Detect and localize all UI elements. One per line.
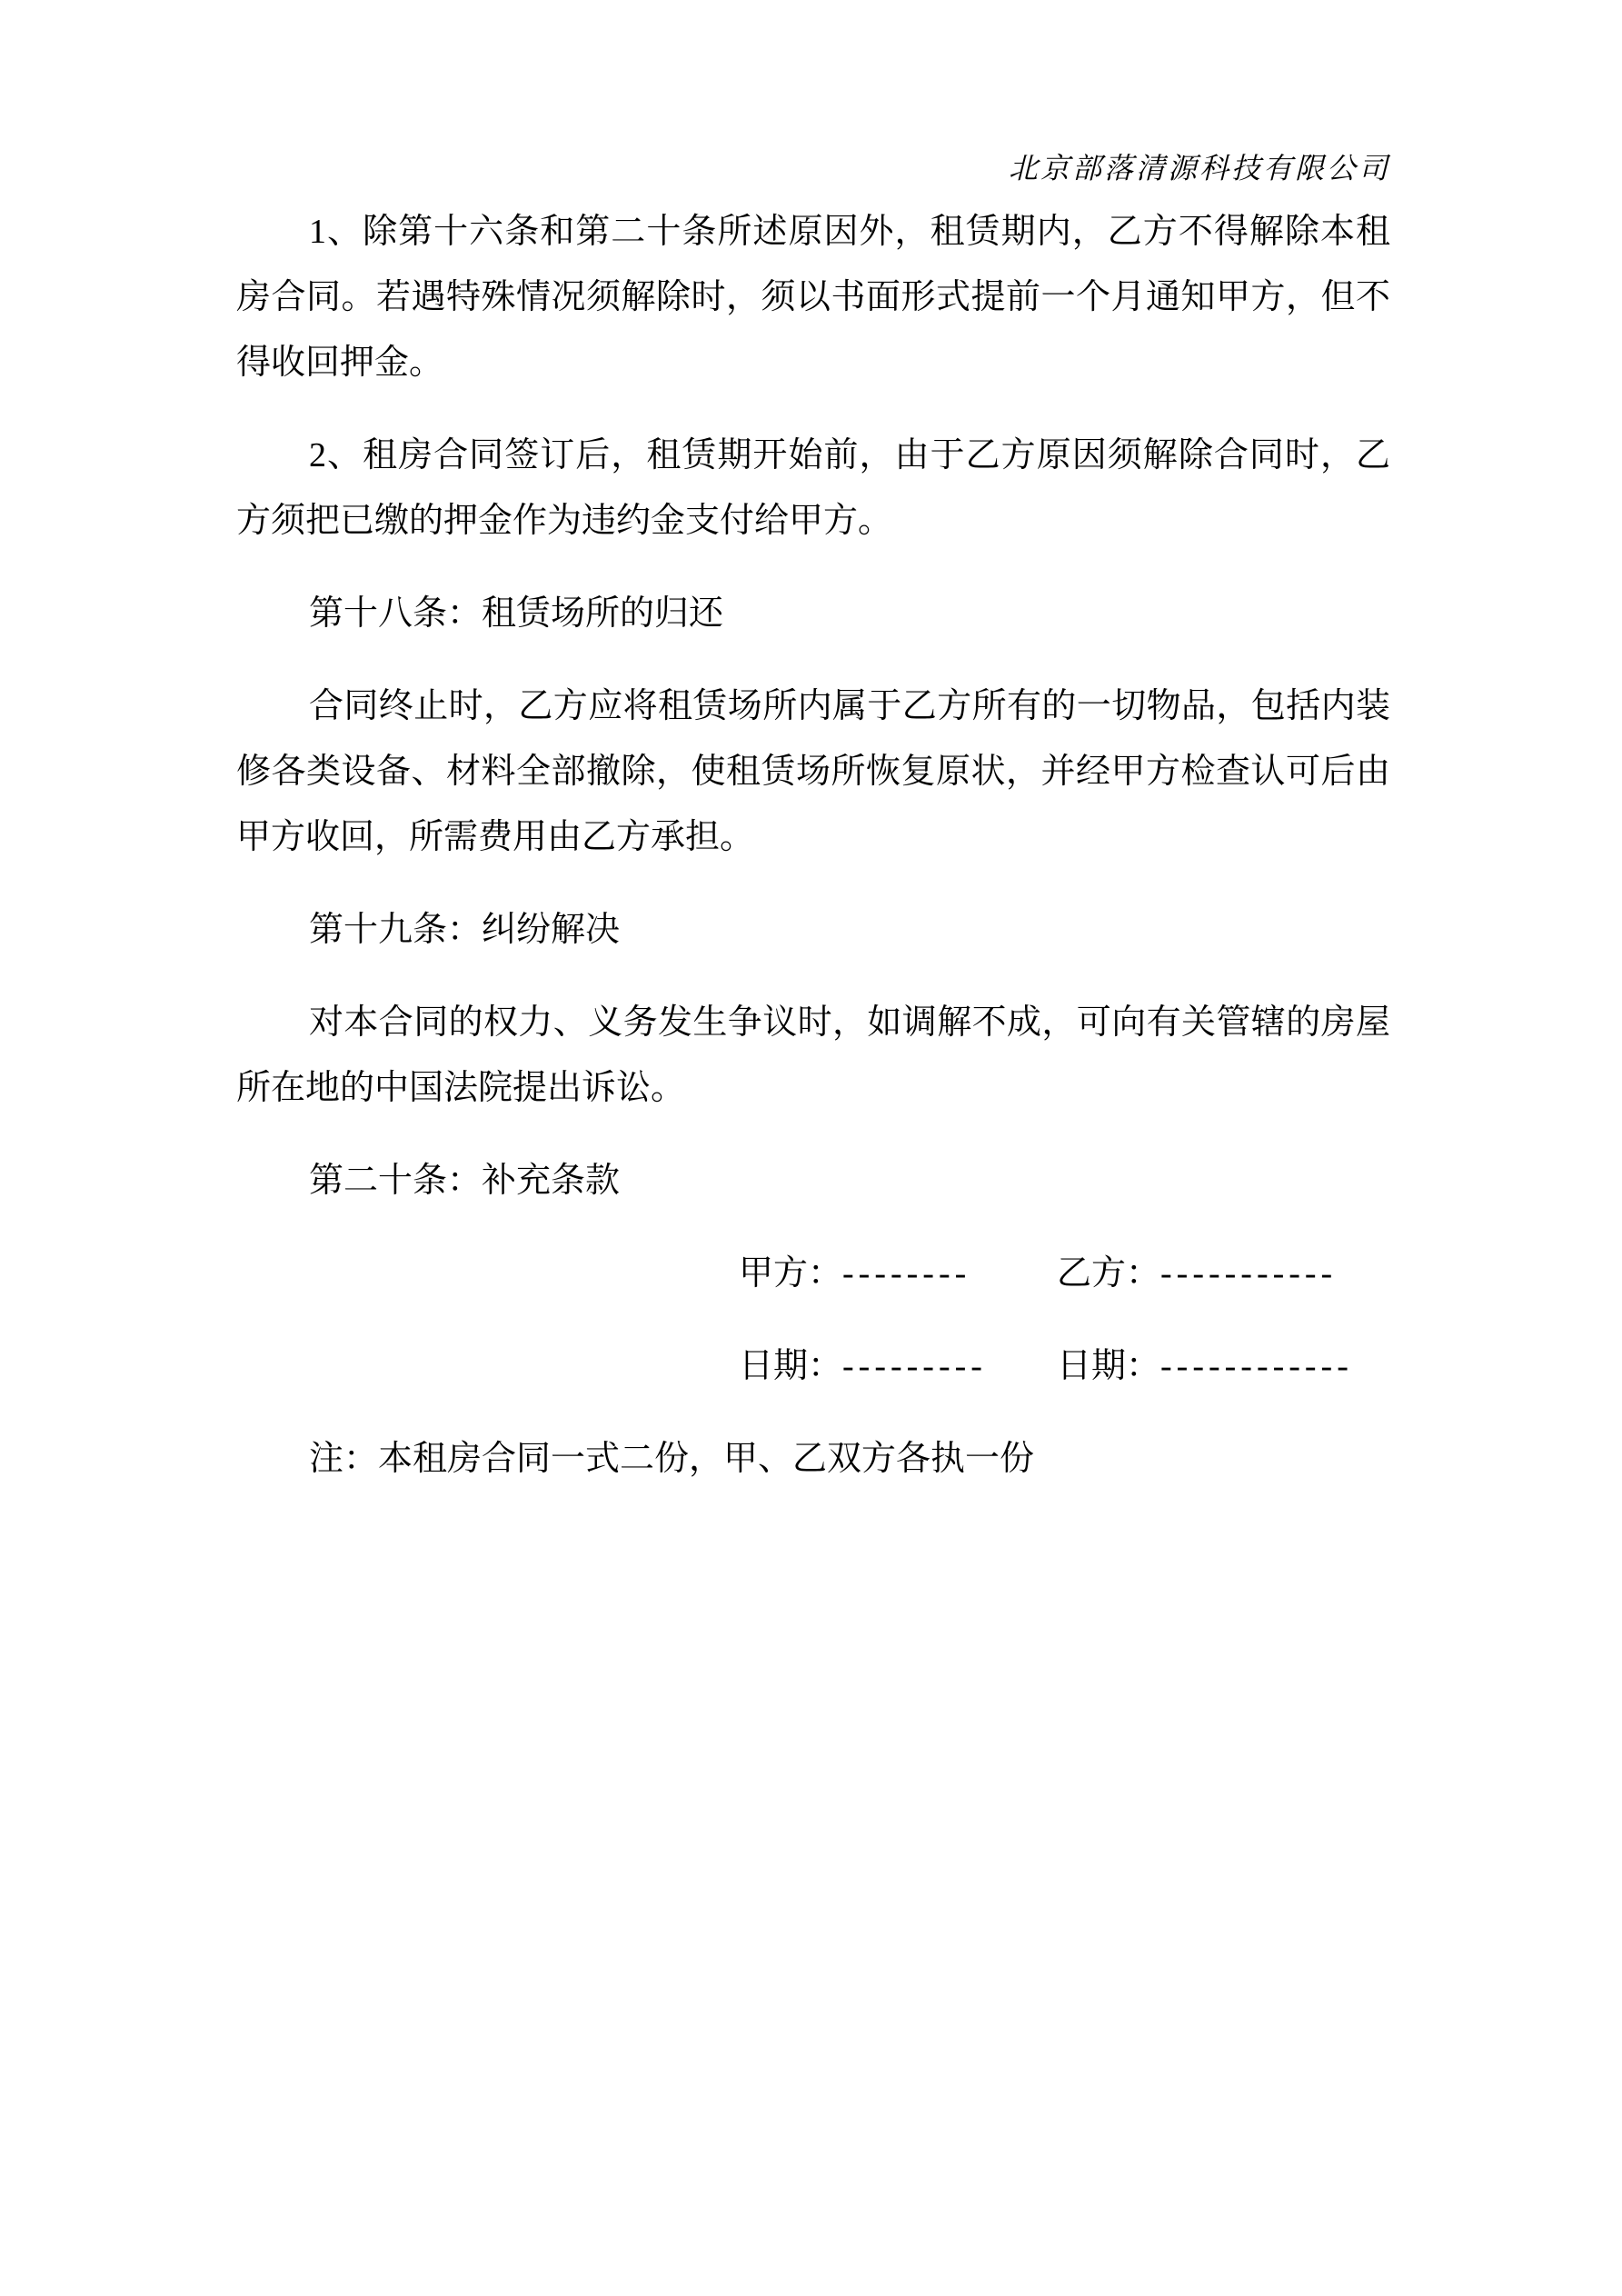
date-a-label: 日期： [739, 1347, 843, 1385]
date-a-line: --------- [842, 1347, 987, 1385]
date-row [236, 1333, 1390, 1399]
party-a-signature-line: -------- [842, 1254, 971, 1293]
company-header: 北京部落清源科技有限公司 [1008, 152, 1390, 185]
party-b-signature-line: ----------- [1160, 1254, 1338, 1293]
article-19-heading: 第十九条：纠纷解决 [309, 911, 621, 949]
party-a-date [739, 1333, 987, 1399]
party-b-label: 乙方： [1057, 1254, 1161, 1293]
article-18-body: 合同终止时，乙方应将租赁场所内属于乙方所有的一切物品，包括内装修各类设备、材料全部撤除，使租赁场所恢复原状，并经甲方检查认可后由甲方收回，所需费用由乙方承担。 [236, 687, 1390, 856]
article-19-body: 对本合同的权力、义务发生争议时，如调解不成，可向有关管辖的房屋所在地的中国法院提出诉讼。 [236, 1003, 1390, 1107]
clause-17-item-2: 2、租房合同签订后，租赁期开始前，由于乙方原因须解除合同时，乙方须把已缴的押金作为违约金支付给甲方。 [236, 436, 1390, 540]
article-20-heading: 第二十条：补充条款 [309, 1162, 621, 1200]
party-b-signature [1057, 1241, 1337, 1306]
party-b-date [1057, 1333, 1353, 1399]
party-a-signature [739, 1241, 970, 1306]
signature-row [236, 1241, 1390, 1306]
date-b-label: 日期： [1057, 1347, 1161, 1385]
party-a-label: 甲方： [739, 1254, 843, 1293]
copies-note: 注：本租房合同一式二份，甲、乙双方各执一份 [309, 1440, 1035, 1478]
date-b-line: ------------ [1160, 1347, 1353, 1385]
article-18-heading: 第十八条：租赁场所的归还 [309, 594, 724, 633]
clause-17-item-1: 1、除第十六条和第二十条所述原因外，租赁期内，乙方不得解除本租房合同。若遇特殊情况须解除时，须以书面形式提前一个月通知甲方，但不得收回押金。 [236, 213, 1390, 382]
